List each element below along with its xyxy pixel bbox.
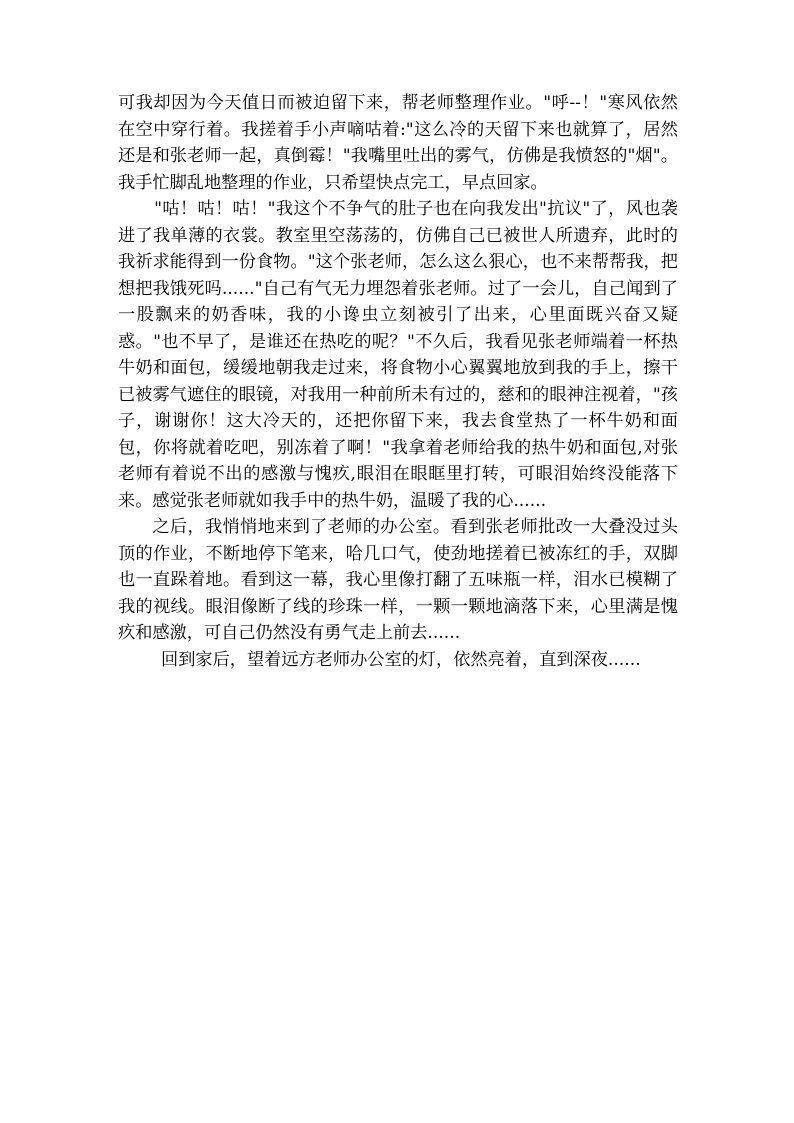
paragraph-1: 可我却因为今天值日而被迫留下来，帮老师整理作业。"呼--！"寒风依然在空中穿行着。我搓着手小声嘀咕着:"这么冷的天留下来也就算了，居然还是和张老师一起，真倒霉！"我嘴里吐出的雾气，仿佛是我愤怒的"烟"。我手忙脚乱地整理的作业，只希望快点完工，早点回家。 (118, 93, 678, 193)
paragraph-4: 回到家后，望着远方老师办公室的灯，依然亮着，直到深夜...... (161, 649, 641, 670)
paragraph-2: "咕！咕！咕！"我这个不争气的肚子也在向我发出"抗议"了，风也袭进了我单薄的衣裳。教室里空荡荡的，仿佛自己已被世人所遗弃，此时的我祈求能得到一份食物。"这个张老师，怎么这么狠心，也不来帮帮我，把想把我饿死吗......"自己有气无力埋怨着张老师。过了一会儿，自己闻到了一股飘来的奶香味，我的小谗虫立刻被引了出来，心里面既兴奋又疑惑。"也不早了，是谁还在热吃的呢？"不久后，我看见张老师端着一杯热牛奶和面包，缓缓地朝我走过来，将食物小心翼翼地放到我的手上，擦干已被雾气遮住的眼镜，对我用一种前所未有过的，慈和的眼神注视着，"孩子，谢谢你！这大冷天的，还把你留下来，我去食堂热了一杯牛奶和面包，你将就着吃吧，别冻着了啊！"我拿着老师给我的热牛奶和面包,对张老师有着说不出的感激与愧疚,眼泪在眼眶里打转，可眼泪始终没能落下来。感觉张老师就如我手中的热牛奶，温暖了我的心...... (118, 199, 678, 511)
essay-body (118, 90, 678, 673)
paragraph-3: 之后，我悄悄地来到了老师的办公室。看到张老师批改一大叠没过头顶的作业，不断地停下笔来，哈几口气，使劲地搓着已被冻红的手，双脚也一直跺着地。看到这一幕，我心里像打翻了五味瓶一样，泪水已模糊了我的视线。眼泪像断了线的珍珠一样，一颗一颗地滴落下来，心里满是愧疚和感激，可自己仍然没有勇气走上前去...... (118, 517, 678, 643)
